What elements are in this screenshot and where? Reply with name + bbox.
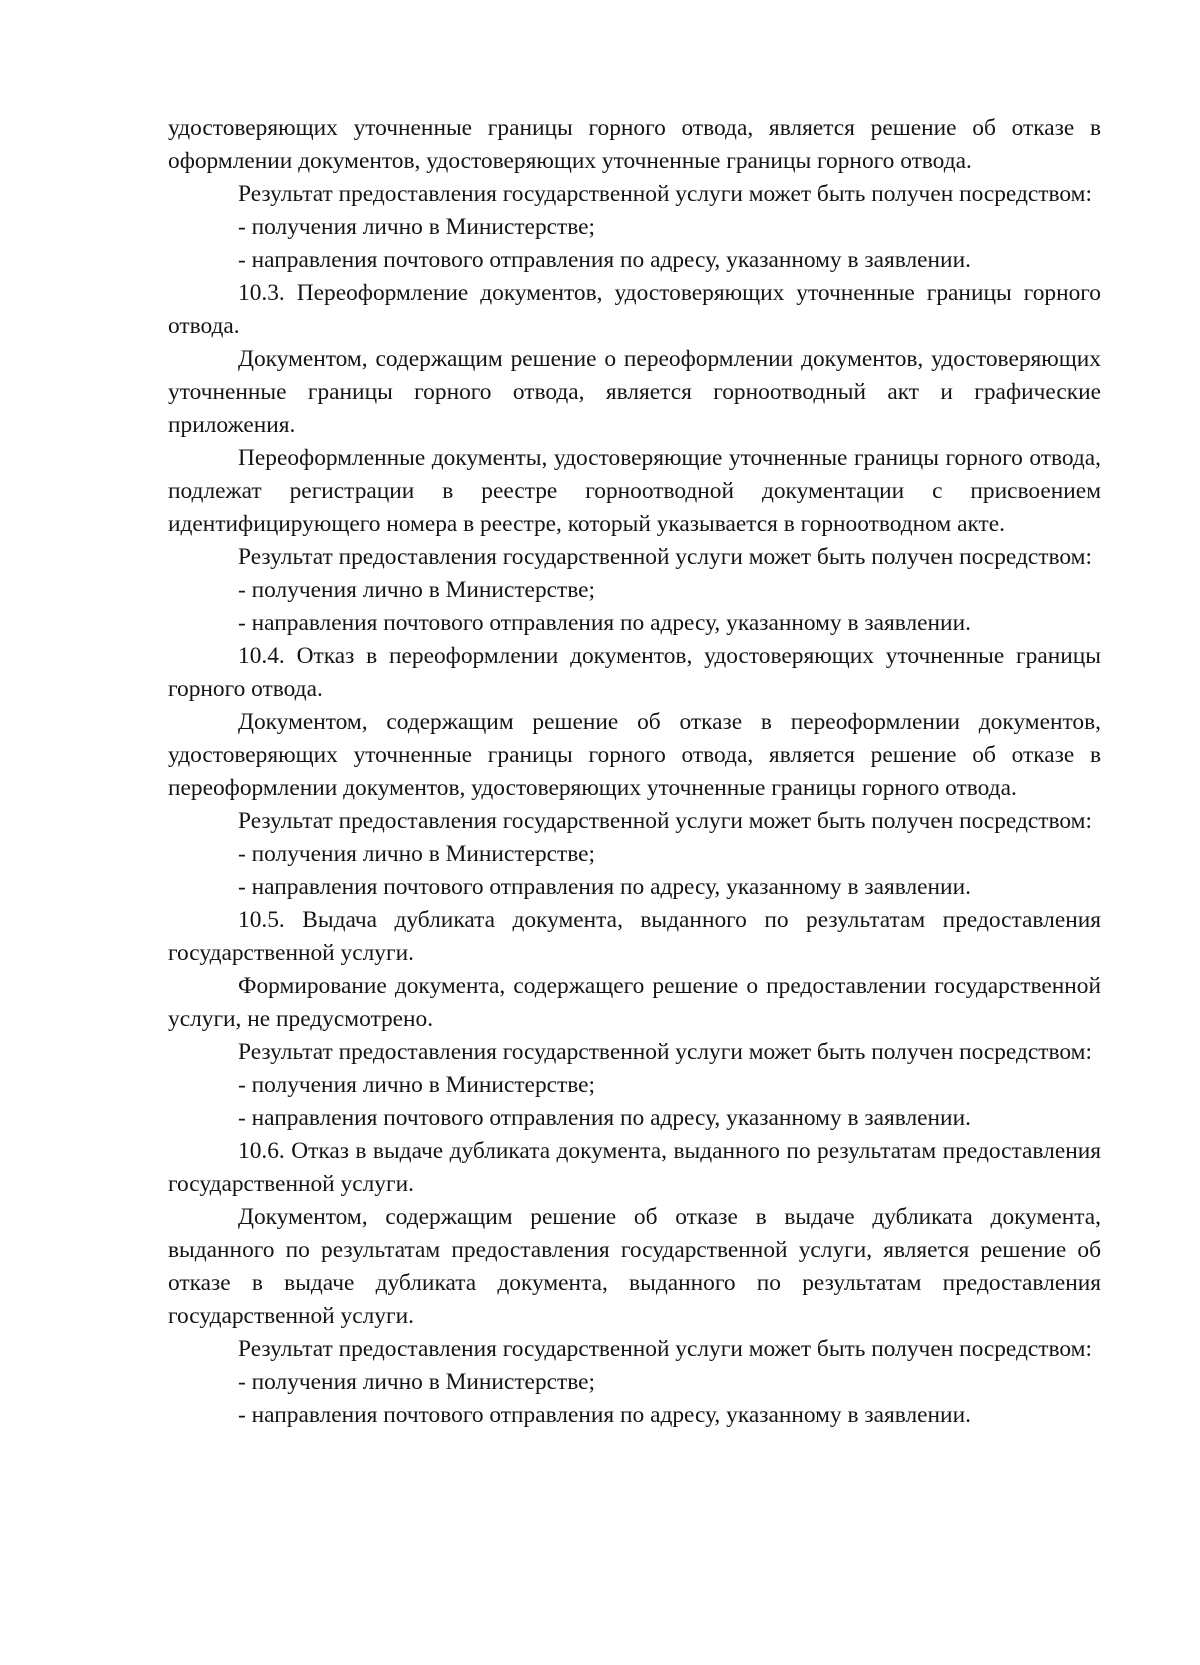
paragraph: Переоформленные документы, удостоверяющие уточненные границы горного отвода, подлежат регистрации в реестре горноотводной документации с присвоением идентифицирующего номера в реестре, который указывается в горноотводном акте.	[168, 445, 1101, 537]
paragraph: Результат предоставления государственной услуги может быть получен посредством:	[238, 544, 1092, 570]
list-item: - получения лично в Министерстве;	[238, 214, 596, 240]
paragraph: Документом, содержащим решение об отказе в выдаче дубликата документа, выданного по результатам предоставления государственной услуги, является решение об отказе в выдаче дубликата документа, выданного по результатам предоставления государственной услуги.	[168, 1204, 1101, 1329]
list-item: - получения лично в Министерстве;	[238, 841, 596, 867]
paragraph: Формирование документа, содержащего решение о предоставлении государственной услуги, не предусмотрено.	[168, 973, 1101, 1032]
document-body	[168, 112, 1101, 1432]
paragraph: удостоверяющих уточненные границы горного отвода, является решение об отказе в оформлении документов, удостоверяющих уточненные границы горного отвода.	[168, 115, 1101, 174]
paragraph: 10.4. Отказ в переоформлении документов, удостоверяющих уточненные границы горного отвода.	[168, 643, 1101, 702]
paragraph: 10.3. Переоформление документов, удостоверяющих уточненные границы горного отвода.	[168, 280, 1101, 339]
list-item: - направления почтового отправления по адресу, указанному в заявлении.	[238, 247, 971, 273]
paragraph: Результат предоставления государственной услуги может быть получен посредством:	[238, 1039, 1092, 1065]
paragraph: 10.5. Выдача дубликата документа, выданного по результатам предоставления государственной услуги.	[168, 907, 1101, 966]
paragraph: Результат предоставления государственной услуги может быть получен посредством:	[238, 1336, 1092, 1362]
list-item: - получения лично в Министерстве;	[238, 577, 596, 603]
list-item: - направления почтового отправления по адресу, указанному в заявлении.	[238, 1105, 971, 1131]
list-item: - получения лично в Министерстве;	[238, 1072, 596, 1098]
paragraph: Документом, содержащим решение об отказе в переоформлении документов, удостоверяющих уточненные границы горного отвода, является решение об отказе в переоформлении документов, удостоверяющих уточненные границы горного отвода.	[168, 709, 1101, 801]
paragraph: Результат предоставления государственной услуги может быть получен посредством:	[238, 808, 1092, 834]
paragraph: 10.6. Отказ в выдаче дубликата документа, выданного по результатам предоставления государственной услуги.	[168, 1138, 1101, 1197]
paragraph: Документом, содержащим решение о переоформлении документов, удостоверяющих уточненные границы горного отвода, является горноотводный акт и графические приложения.	[168, 346, 1101, 438]
list-item: - направления почтового отправления по адресу, указанному в заявлении.	[238, 610, 971, 636]
paragraph: Результат предоставления государственной услуги может быть получен посредством:	[238, 181, 1092, 207]
list-item: - получения лично в Министерстве;	[238, 1369, 596, 1395]
list-item: - направления почтового отправления по адресу, указанному в заявлении.	[238, 1402, 971, 1428]
list-item: - направления почтового отправления по адресу, указанному в заявлении.	[238, 874, 971, 900]
